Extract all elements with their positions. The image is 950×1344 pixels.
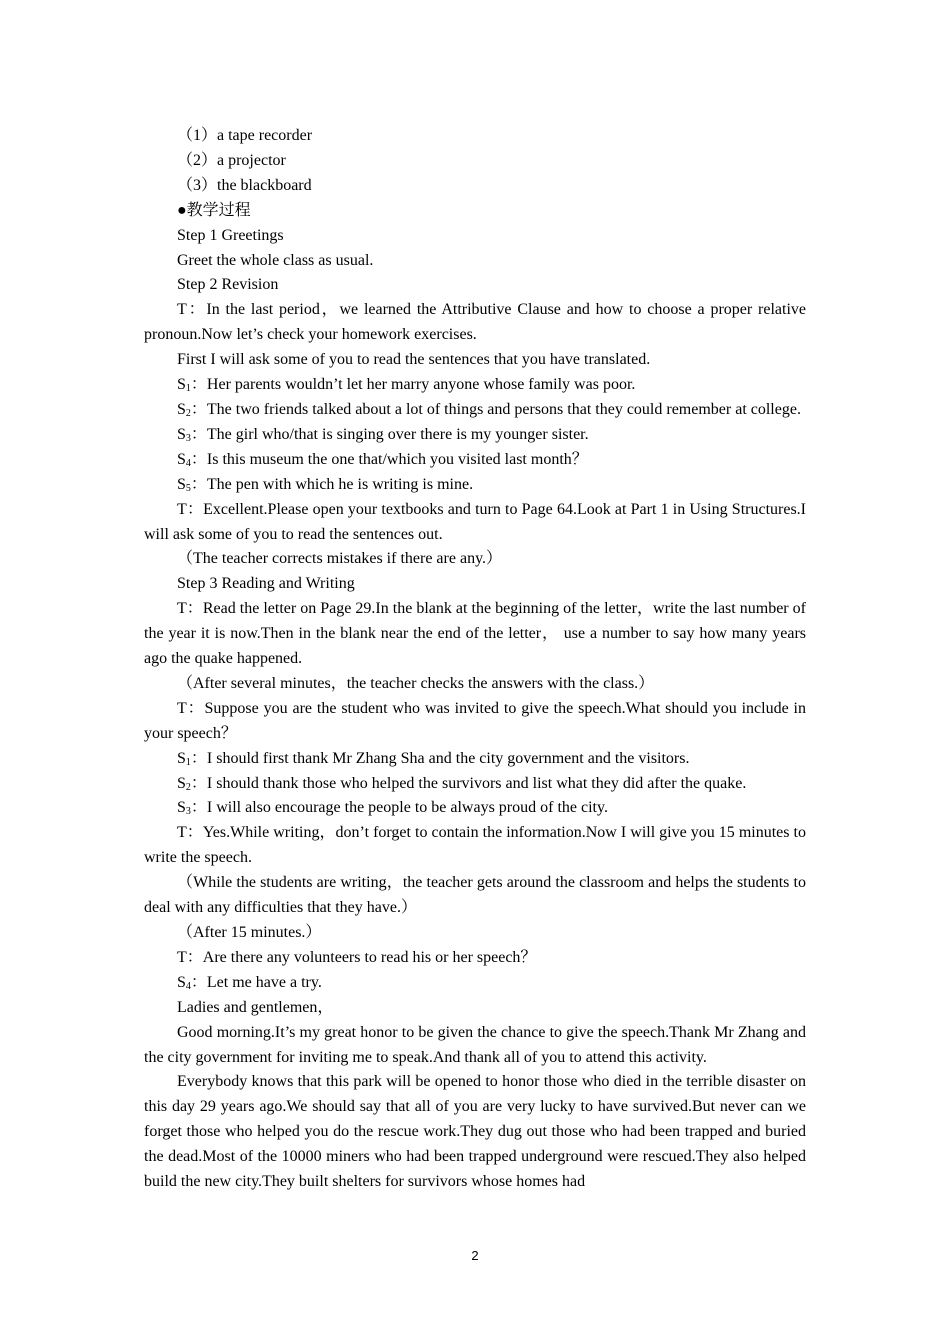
document-body	[144, 124, 806, 1195]
material-item-3: （3）the blackboard	[177, 176, 312, 194]
teacher-line: T：Read the letter on Page 29.In the blank at the beginning of the letter，write the last number of the year it is now.Then in the blank near the end of the letter， use a number to say how many years ago the quake happened.	[144, 600, 806, 668]
page-number: 2	[471, 1248, 479, 1263]
speaker-label: S	[177, 774, 186, 792]
material-item-2: （2）a projector	[177, 151, 286, 169]
student-line	[144, 423, 806, 448]
speaker-label: S	[177, 749, 186, 767]
student-text: ：Let me have a try.	[190, 973, 322, 991]
student-text: ：Her parents wouldn’t let her marry anyone whose family was poor.	[190, 376, 636, 394]
teacher-line: T：Suppose you are the student who was invited to give the speech.What should you include in your speech？	[144, 699, 806, 742]
speaker-label: S	[177, 973, 186, 991]
stage-note: （After several minutes，the teacher checks the answers with the class.）	[177, 674, 655, 692]
step1-text: Greet the whole class as usual.	[177, 251, 374, 269]
student-text: ：I should thank those who helped the survivors and list what they did after the quake.	[190, 774, 747, 792]
student-text: ：Is this museum the one that/which you visited last month？	[190, 450, 588, 468]
speech-greeting: Ladies and gentlemen，	[177, 998, 334, 1016]
speech-paragraph: Everybody knows that this park will be opened to honor those who died in the terrible disaster on this day 29 years ago.We should say that all of you are very lucky to have survived.But never can we forget those who helped you do the rescue work.They dug out those who had been trapped and buried the dead.Most of the 10000 miners who had been trapped underground were rescued.They also helped build the new city.They built shelters for survivors whose homes had	[144, 1073, 806, 1191]
speaker-label: S	[177, 799, 186, 817]
student-text: ：I should first thank Mr Zhang Sha and the city government and the visitors.	[190, 749, 690, 767]
student-line	[144, 473, 806, 498]
student-text: ：I will also encourage the people to be always proud of the city.	[190, 799, 608, 817]
teacher-line: T：Yes.While writing，don’t forget to contain the information.Now I will give you 15 minutes to write the speech.	[144, 824, 806, 867]
speaker-number: 3	[185, 432, 191, 444]
teacher-line: T：Are there any volunteers to read his or her speech？	[177, 948, 537, 966]
speech-paragraph: Good morning.It’s my great honor to be given the chance to give the speech.Thank Mr Zhang and the city government for inviting me to speak.And thank all of you to attend this activity.	[144, 1023, 806, 1066]
speaker-label: S	[177, 376, 186, 394]
speaker-number: 3	[185, 806, 191, 818]
speaker-label: S	[177, 400, 186, 418]
student-text: ：The pen with which he is writing is mine.	[190, 475, 474, 493]
speaker-number: 1	[185, 756, 191, 768]
step1-title: Step 1 Greetings	[177, 226, 284, 244]
step2-title: Step 2 Revision	[177, 276, 279, 294]
speaker-label: S	[177, 425, 186, 443]
student-text: ：The two friends talked about a lot of things and persons that they could remember at college.	[190, 400, 801, 418]
speaker-label: S	[177, 450, 186, 468]
speaker-label: S	[177, 475, 186, 493]
student-line	[144, 796, 806, 821]
speaker-number: 4	[185, 980, 191, 992]
section-heading: ●教学过程	[177, 201, 251, 219]
student-line	[144, 398, 806, 423]
speaker-number: 4	[185, 457, 191, 469]
teacher-line: T：In the last period，we learned the Attributive Clause and how to choose a proper relative pronoun.Now let’s check your homework exercises.	[144, 301, 806, 344]
speaker-number: 2	[185, 407, 191, 419]
stage-note: （The teacher corrects mistakes if there are any.）	[177, 550, 503, 568]
student-line	[144, 448, 806, 473]
student-text: ：The girl who/that is singing over there is my younger sister.	[190, 425, 589, 443]
speaker-number: 2	[185, 781, 191, 793]
material-item-1: （1）a tape recorder	[177, 127, 313, 144]
student-line	[144, 747, 806, 772]
teacher-line: T：Excellent.Please open your textbooks and turn to Page 64.Look at Part 1 in Using Structures.I will ask some of you to read the sentences out.	[144, 500, 806, 543]
speaker-number: 1	[185, 383, 191, 395]
student-line	[144, 772, 806, 797]
student-line	[144, 373, 806, 398]
teacher-line: First I will ask some of you to read the sentences that you have translated.	[177, 351, 651, 369]
speaker-number: 5	[185, 482, 191, 494]
stage-note: （After 15 minutes.）	[177, 924, 322, 941]
stage-note: （While the students are writing，the teacher gets around the classroom and helps the students to deal with any difficulties that they have.）	[144, 874, 806, 917]
step3-title: Step 3 Reading and Writing	[177, 575, 355, 593]
student-line	[144, 971, 806, 996]
